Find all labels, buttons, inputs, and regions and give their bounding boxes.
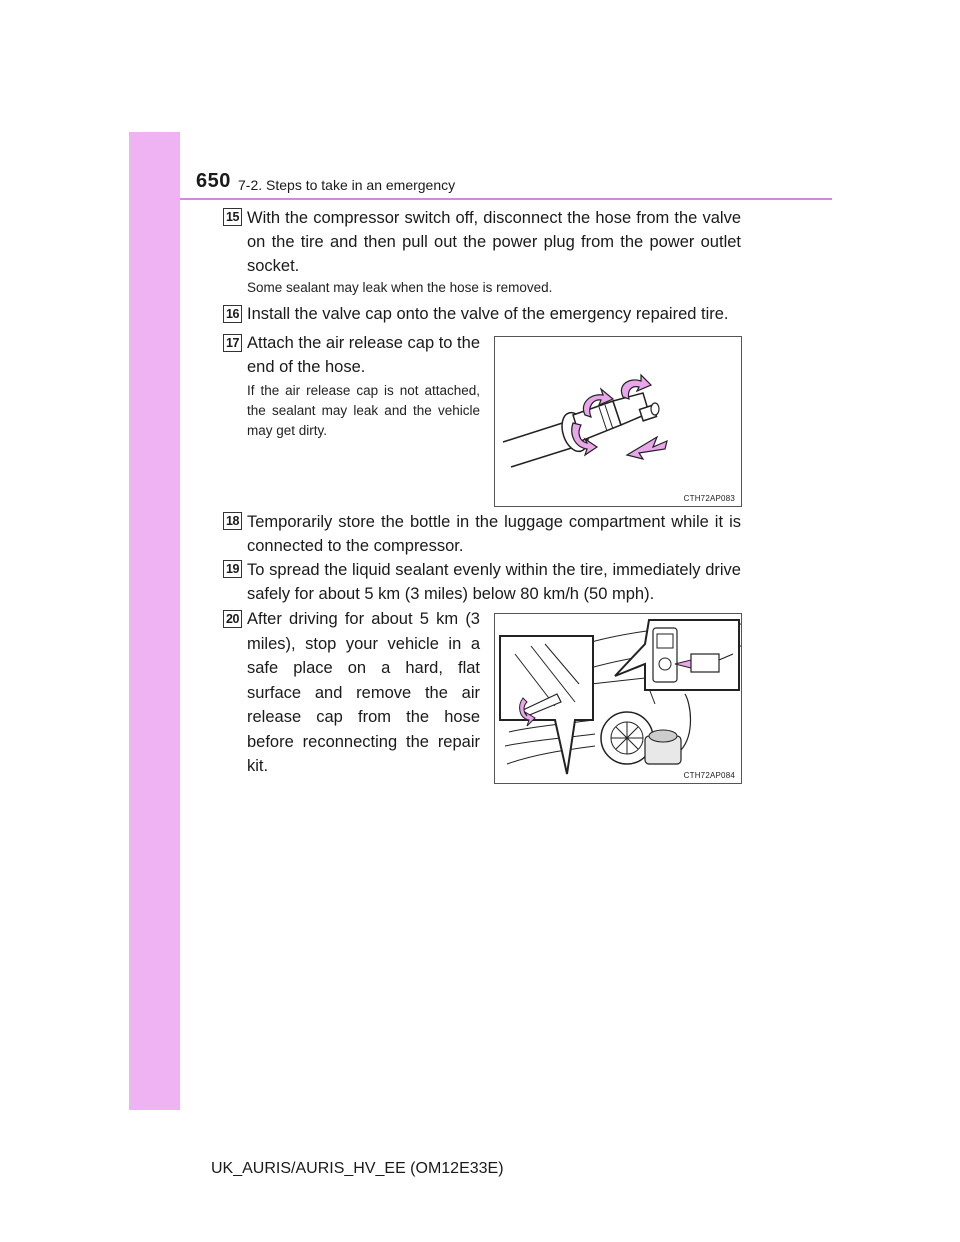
step-17-note: If the air release cap is not attached, the sealant may leak and the vehicle may get dirty. (247, 383, 480, 438)
step-17-number: 17 (223, 334, 242, 352)
step-18-number: 18 (223, 512, 242, 530)
step-20-number: 20 (223, 610, 242, 628)
step-17-text: Attach the air release cap to the end of the hose. (247, 334, 480, 376)
figure-air-release-cap (494, 336, 742, 507)
step-19-number: 19 (223, 560, 242, 578)
section-tab-bar (129, 132, 180, 1110)
step-18-text: Temporarily store the bottle in the luggage compartment while it is connected to the compressor. (247, 513, 741, 555)
header-rule (180, 198, 832, 200)
figure-code: CTH72AP084 (683, 771, 735, 780)
air-release-cap-illustration (495, 337, 742, 507)
step-20-text: After driving for about 5 km (3 miles), stop your vehicle in a safe place on a hard, flat surface and remove the air release cap from the hose before reconnecting the repair kit. (247, 610, 480, 775)
step-16-text: Install the valve cap onto the valve of the emergency repaired tire. (247, 305, 729, 323)
figure-code: CTH72AP083 (683, 494, 735, 503)
step-15-note: Some sealant may leak when the hose is removed. (247, 280, 553, 295)
figure-remove-cap-reconnect (494, 613, 742, 784)
step-15-text: With the compressor switch off, disconnect the hose from the valve on the tire and then pull out the power plug from the power outlet socket. (247, 209, 741, 275)
page-number: 650 (196, 170, 231, 192)
vehicle-repair-kit-illustration (495, 614, 742, 784)
document-footer: UK_AURIS/AURIS_HV_EE (OM12E33E) (211, 1160, 504, 1177)
step-15-number: 15 (223, 208, 242, 226)
section-title: 7-2. Steps to take in an emergency (238, 177, 456, 193)
step-16-number: 16 (223, 305, 242, 323)
step-19-text: To spread the liquid sealant evenly within the tire, immediately drive safely for about 5 km (3 miles) below 80 km/h (50 mph). (247, 561, 741, 603)
